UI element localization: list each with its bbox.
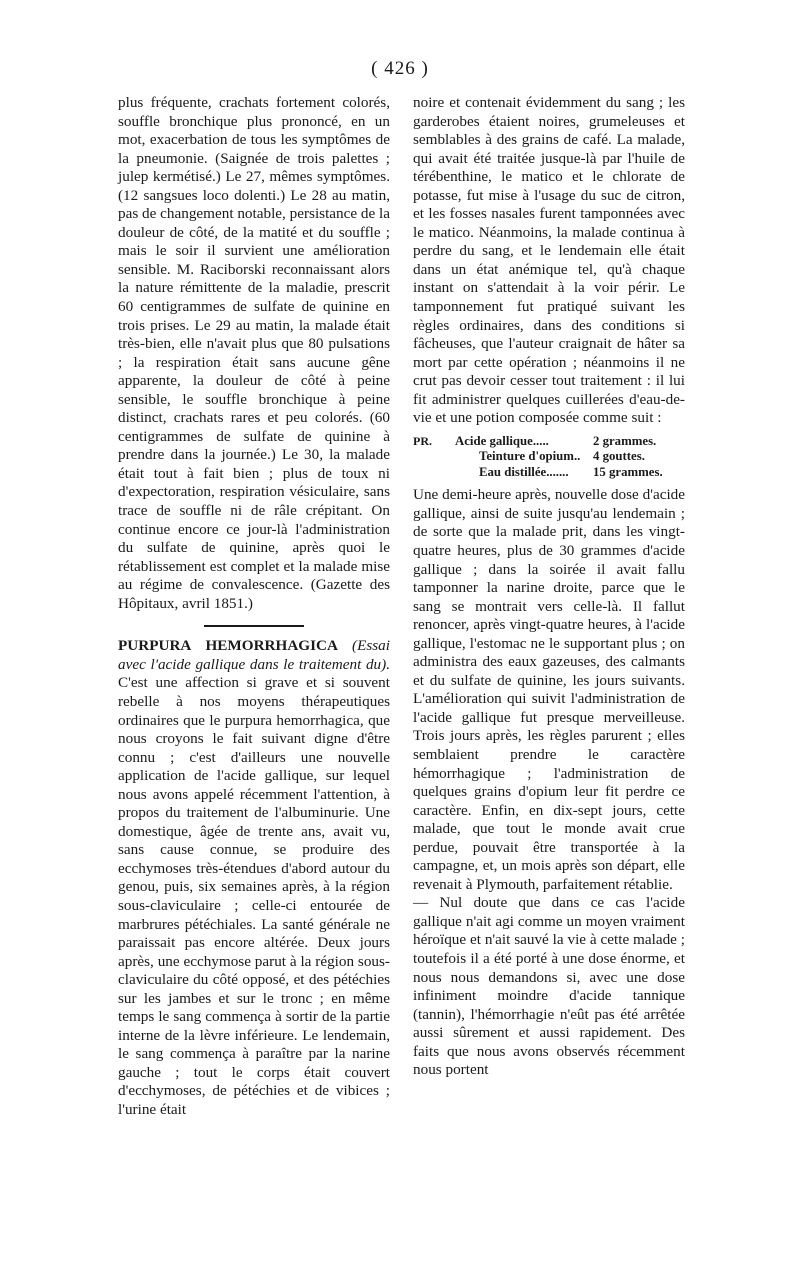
page-number: ( 426 ) xyxy=(371,58,429,79)
right-column xyxy=(413,94,685,1080)
prescription-row xyxy=(413,465,685,481)
prescription-row xyxy=(413,449,685,465)
prescription-row xyxy=(413,434,685,450)
left-paragraph-2: C'est une affection si grave et si souvent rebelle à nos moyens thérapeutiques ordinaires que le purpura hemorrhagica, que nous croyons le fait suivant digne d'être connu ; c'est d'ailleurs une nouvelle application de l'acide gallique, sur lequel nous avons appelé récemment l'attention, à propos du traitement de l'albuminurie. Une domestique, âgée de trente ans, avait vu, sans cause connue, se produire des ecchymoses très-étendues d'abord autour du genou, puis, six semaines après, à la région sous-claviculaire ; celle-ci entourée de marbrures pétéchiales. La santé générale ne paraissait pas encore altérée. Deux jours après, une ecchymose parut à la région sous-claviculaire du côté opposé, et des pétéchies sur les jambes et sur le tronc ; en même temps le sang commença à sortir de la partie interne de la lèvre inférieure. Le lendemain, le sang commença à paraître par la narine gauche ; tout le corps était couvert d'ecchymoses, de pétéchies et de vibices ; l'urine était xyxy=(118,674,390,1118)
prescription-item: Teinture d'opium.. xyxy=(479,449,581,464)
prescription-dose: 4 gouttes. xyxy=(593,449,645,464)
prescription-item: Eau distillée....... xyxy=(479,464,569,479)
section-subtitle: (Essai avec l'acide gallique dans le traitement du). xyxy=(118,637,390,673)
left-column xyxy=(118,94,390,1120)
right-paragraph-2: Une demi-heure après, nouvelle dose d'acide gallique, ainsi de suite jusqu'au lendemain ; de sorte que la malade prit, dans les vingt-quatre heures, plus de 30 grammes d'acide gallique ; dans la soirée il avait fallu tamponner la narine droite, parce que le sang se montrait vers celle-là. Il fallut renoncer, après vingt-quatre heures, à l'acide gallique, l'estomac ne le supportant plus ; on administra des eaux gazeuses, des calmants et du sulfate de quinine, les jours suivants. L'amélioration qui suivit l'administration de l'acide gallique fut presque merveilleuse. Trois jours après, les règles parurent ; elles semblaient prendre le caractère hémorrhagique ; l'administration de quelques grains d'opium leur fit perdre ce caractère. Enfin, en dix-sept jours, cette malade, que tout le monde avait crue perdue, pouvait être transportée à la campagne, et, un mois après son départ, elle revenait à Plymouth, parfaitement rétablie. xyxy=(413,486,685,893)
prescription-item: Acide gallique..... xyxy=(455,433,549,448)
left-paragraph-1: plus fréquente, crachats fortement colorés, souffle bronchique plus prononcé, en un mot, exacerbation de tous les symptômes de la pneumonie. (Saignée de trois palettes ; julep kermétisé.) Le 27, mêmes symptômes. (12 sangsues loco dolenti.) Le 28 au matin, pas de changement notable, persistance de la douleur de côté, de la matité et du souffle ; mais le soir il survient une amélioration sensible. M. Raciborski reconnaissant alors la nature rémittente de la maladie, prescrit 60 centigrammes de sulfate de quinine en trois prises. Le 29 au matin, la malade était très-bien, elle n'avait plus que 80 pulsations ; la respiration était sans aucune gêne apparente, la douleur de côté à peine sensible, le souffle bronchique à peine distinct, crachats rares et peu colorés. (60 centigrammes de sulfate de quinine à prendre dans la journée.) Le 30, la malade était tout à fait bien ; plus de toux ni d'expectoration, respiration vésiculaire, sans trace de souffle ni de râle crépitant. On continue encore ce jour-là l'administration du sulfate de quinine, après quoi le rétablissement est complet et la malade mise au régime de convalescence. (Gazette des Hôpitaux, avril 1851.) xyxy=(118,94,390,612)
prescription-dose: 15 grammes. xyxy=(593,464,663,479)
section-divider xyxy=(204,625,304,627)
prescription-prefix: PR. xyxy=(413,433,432,448)
right-paragraph-3: — Nul doute que dans ce cas l'acide gallique n'ait agi comme un moyen vraiment héroïque et n'ait sauvé la vie à cette malade ; toutefois il a été porté à une dose énorme, et nous nous demandons si, avec une dose infiniment moindre d'acide tannique (tannin), l'hémorrhagie n'eût pas été arrêtée aussi sûrement et aussi rapidement. Des faits que nous avons observés récemment nous portent xyxy=(413,894,685,1079)
prescription-dose: 2 grammes. xyxy=(593,433,657,448)
prescription xyxy=(413,434,685,481)
section-title: PURPURA HEMORRHAGICA xyxy=(118,637,353,655)
right-paragraph-1: noire et contenait évidemment du sang ; les garderobes étaient noires, grumeleuses et semblables à des grains de café. La malade, qui avait été traitée jusque-là par l'huile de térébenthine, le matico et le chlorate de potasse, fut mise à l'usage du suc de citron, et les fosses nasales furent tamponnées avec le matico. Néanmoins, la malade continua à perdre du sang, et le lendemain elle était dans un état anémique tel, qu'à chaque instant on s'attendait à la voir périr. Le tamponnement fut pratiqué suivant les règles ordinaires, dans des conditions si fâcheuses, que l'auteur craignait de hâter sa mort par cette opération ; néanmoins il ne crut pas devoir cesser tout traitement : il lui fit administrer quelques cuillerées d'eau-de-vie et une potion composée comme suit : xyxy=(413,94,685,427)
section-paragraph xyxy=(118,637,390,1119)
